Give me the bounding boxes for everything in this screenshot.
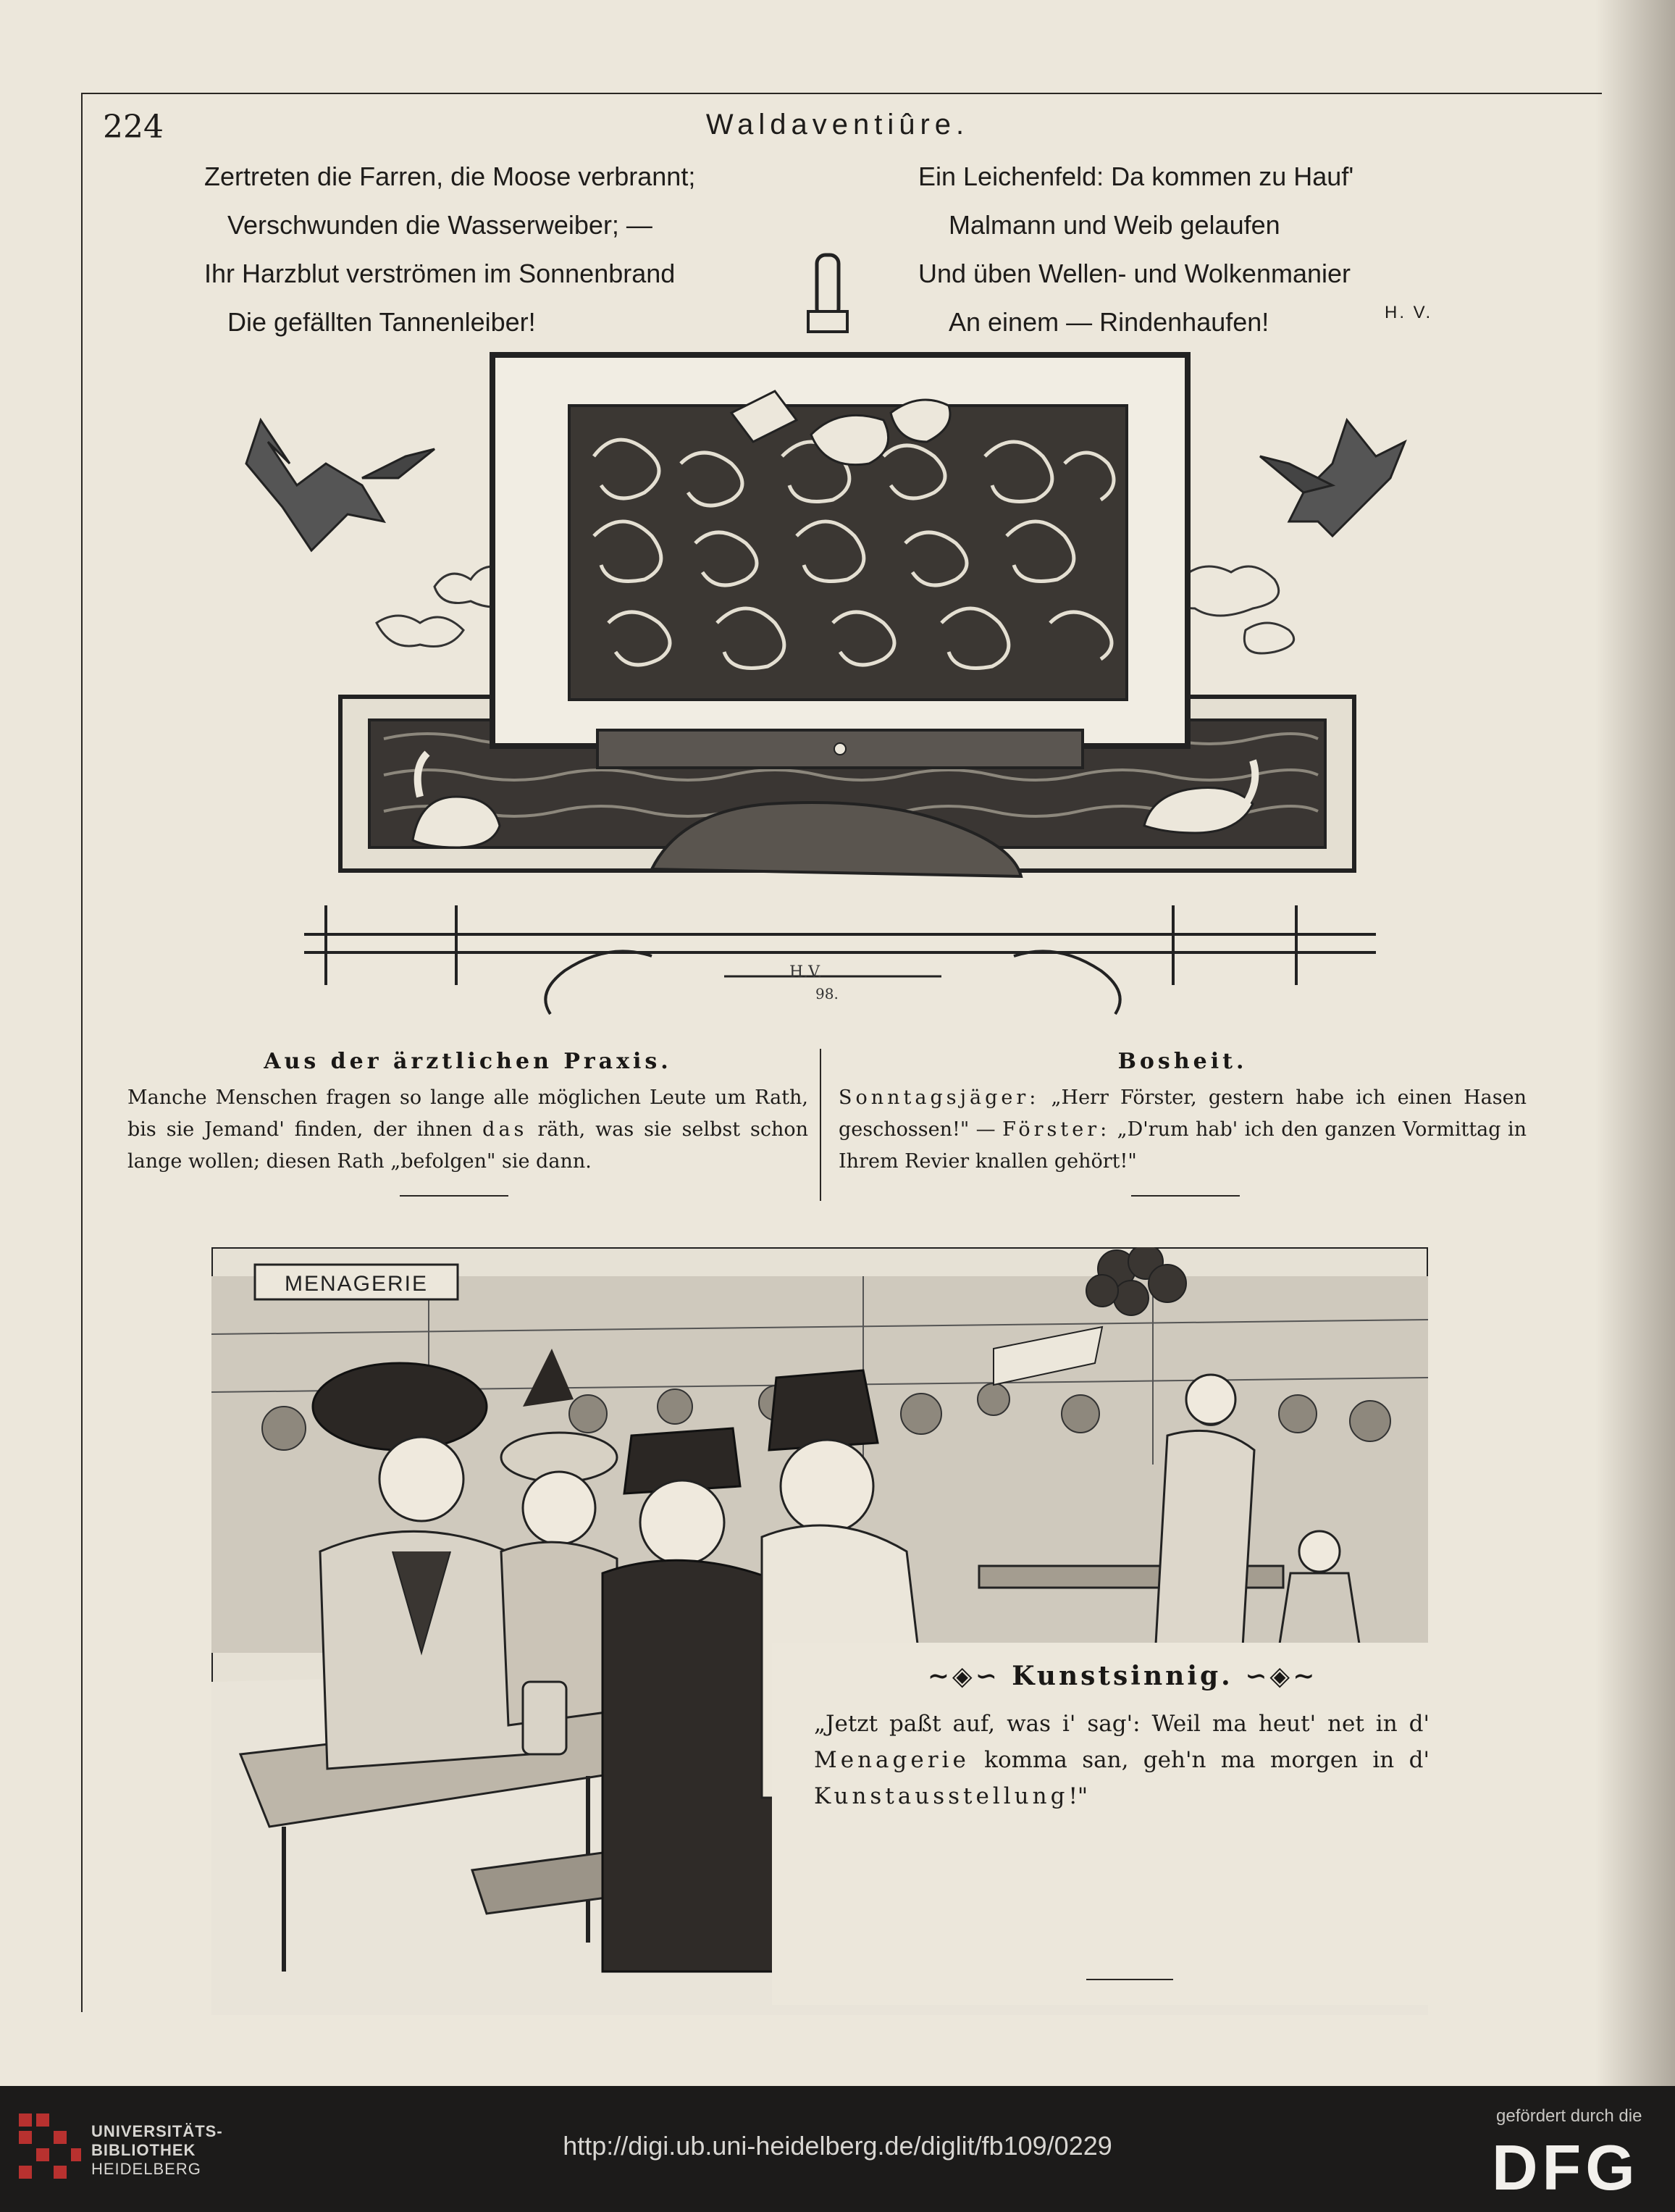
running-head: Waldaventiûre.: [705, 109, 970, 141]
ornament-left-icon: ∼◈∽: [927, 1661, 1012, 1691]
frame-rule-top: [81, 93, 1602, 94]
poem-line: Ihr Harzblut verströmen im Sonnenbrand: [204, 259, 676, 288]
caption-end-rule: [1086, 1979, 1173, 1980]
poem-signature: H. V.: [1385, 303, 1433, 322]
dfg-logo[interactable]: DFG: [1492, 2132, 1640, 2203]
ornament-right-icon: ∽◈∼: [1233, 1661, 1318, 1691]
easel-illustration: [217, 246, 1477, 1021]
poem-line: Zertreten die Farren, die Moose verbrannt;: [204, 162, 696, 191]
column-left-text-emphasis: das: [482, 1118, 528, 1141]
caption-title: Kunstsinnig.: [1012, 1661, 1233, 1691]
column-right-heading: Bosheit.: [1117, 1049, 1248, 1074]
page-number: 224: [103, 109, 164, 146]
poem-line: Die gefällten Tannenleiber!: [227, 307, 536, 337]
poem-line: Und üben Wellen- und Wolkenmanier: [918, 259, 1351, 288]
caption-text-part: komma san, geh'n ma morgen in d': [969, 1747, 1430, 1773]
funded-by-label: gefördert durch die: [1496, 2106, 1642, 2126]
speaker-label: Förster:: [1002, 1118, 1111, 1141]
column-left-text: [127, 1082, 808, 1178]
library-line: BIBLIOTHEK: [91, 2141, 196, 2159]
caption-text-part: „Jetzt paßt auf, was i' sag': Weil ma heut' net in d': [814, 1711, 1430, 1737]
frame-rule-left: [81, 93, 83, 2012]
menagerie-sign: MENAGERIE: [284, 1272, 429, 1296]
column-left-text-part: räth, was sie selbst schon lange wollen; diesen Rath „befolgen" sie dann.: [127, 1118, 809, 1173]
column-right-text-part: „Herr Förster, gestern habe ich einen Hasen geschossen!" —: [839, 1086, 1527, 1141]
column-left-text-part: Manche Menschen fragen so lange alle möglichen Leute um Rath, bis sie Jemand' finden, der ihnen: [127, 1086, 808, 1141]
caption-text-part: !": [1068, 1783, 1088, 1809]
permalink-url[interactable]: http://digi.ub.uni-heidelberg.de/diglit/fb109/0229: [563, 2131, 1112, 2161]
column-right-end-rule: [1131, 1195, 1240, 1197]
caption-box: [772, 1643, 1438, 2005]
column-right-text: [839, 1082, 1527, 1178]
column-right-text-part: „D'rum hab' ich den ganzen Vormittag in Ihrem Revier knallen gehört!": [839, 1118, 1527, 1173]
poem-line: Ein Leichenfeld: Da kommen zu Hauf': [918, 162, 1354, 191]
illustration-signature: H.V.: [789, 963, 823, 981]
column-left-end-rule: [400, 1195, 508, 1197]
library-line: UNIVERSITÄTS-: [91, 2122, 223, 2140]
poem-line: Malmann und Weib gelaufen: [949, 210, 1280, 240]
caption-text-emphasis: Menagerie: [814, 1747, 970, 1773]
caption-text: [814, 1706, 1430, 1814]
library-line: HEIDELBERG: [91, 2160, 201, 2178]
branch-railing: [304, 905, 1376, 1014]
illustration-year: 98.: [815, 985, 839, 1002]
column-divider: [820, 1049, 821, 1201]
speaker-label: Sonntagsjäger:: [839, 1086, 1040, 1109]
caption-heading: [811, 1661, 1434, 1691]
column-left-heading: Aus der ärztlichen Praxis.: [264, 1049, 672, 1074]
bird-right-icon: [1260, 420, 1405, 536]
page-edge-shadow: [1595, 0, 1675, 2086]
poem-line: Verschwunden die Wasserweiber; —: [227, 210, 652, 240]
bird-left-icon: [246, 420, 435, 550]
caption-text-emphasis: Kunstausstellung: [814, 1783, 1069, 1809]
poem-line: An einem — Rindenhaufen!: [949, 307, 1269, 337]
footer-bar: [0, 2086, 1675, 2212]
